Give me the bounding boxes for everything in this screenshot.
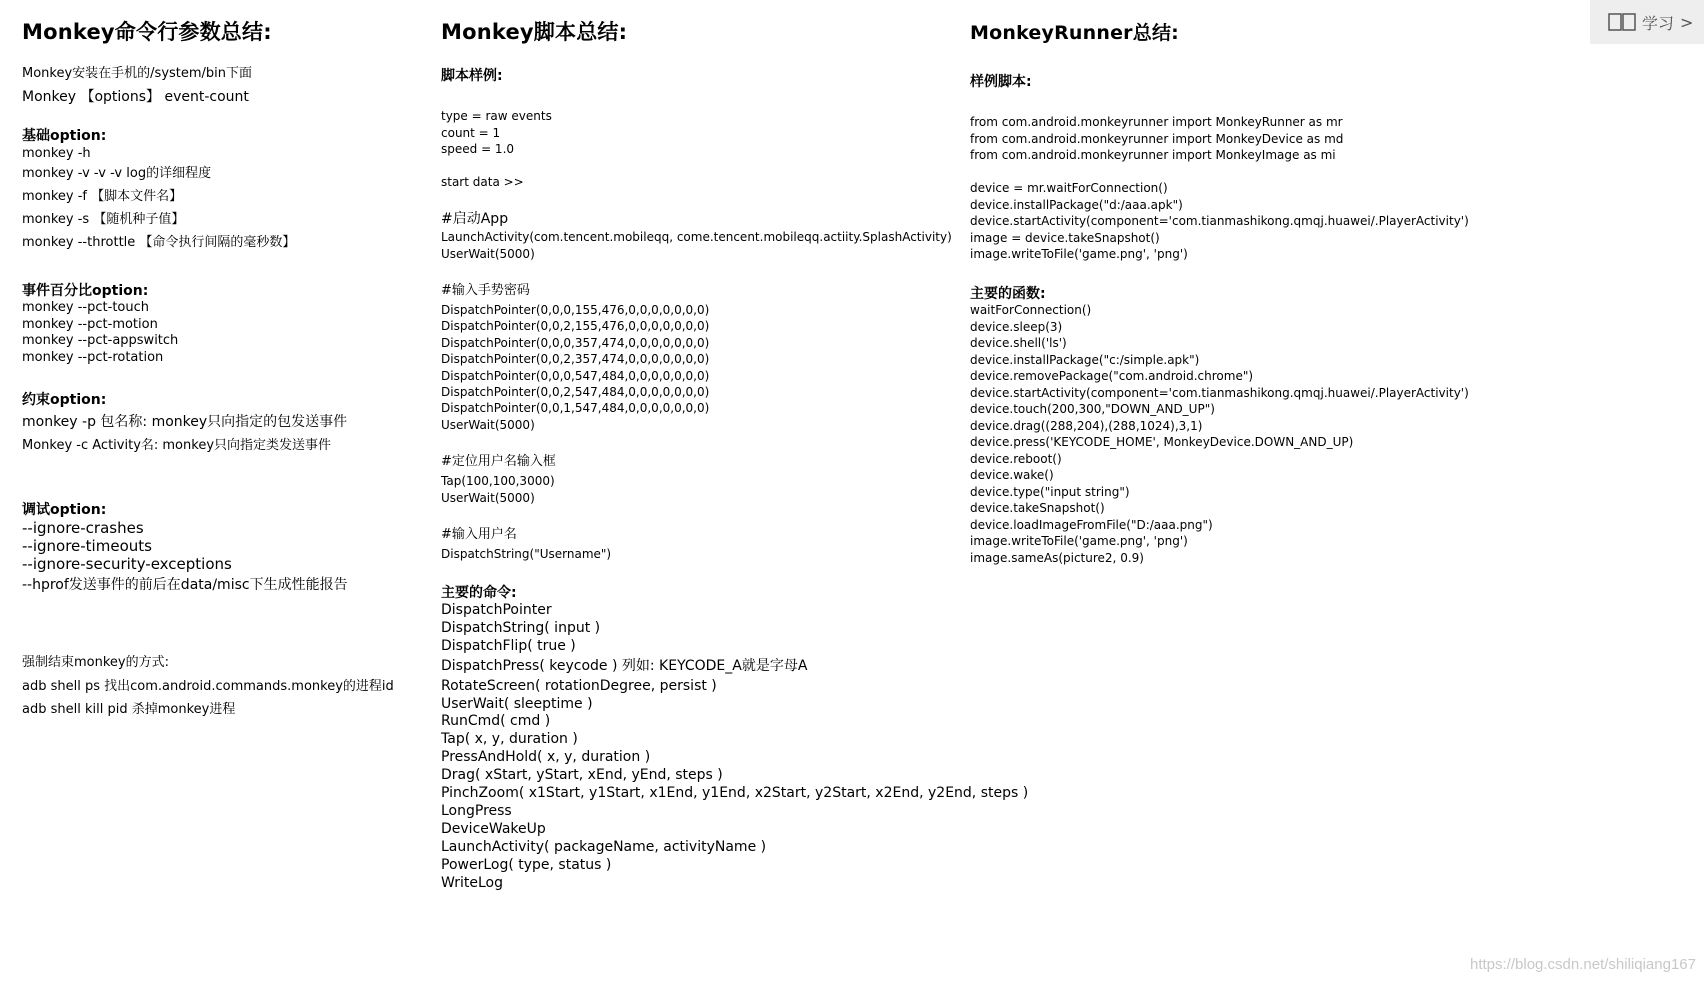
basic-option-line: monkey -f 【脚本文件名】 xyxy=(22,189,183,204)
command-item: DispatchFlip( true ) xyxy=(441,637,576,654)
book-icon xyxy=(1608,12,1636,32)
command-item: Drag( xStart, yStart, xEnd, yEnd, steps ) xyxy=(441,767,723,784)
debug-option-line: --ignore-security-exceptions xyxy=(22,555,232,573)
code-line: Tap(100,100,3000) xyxy=(441,474,555,488)
debug-option-line: --ignore-crashes xyxy=(22,519,144,537)
command-item: RunCmd( cmd ) xyxy=(441,713,551,730)
command-item: UserWait( sleeptime ) xyxy=(441,695,593,712)
command-item: DispatchPointer xyxy=(441,602,552,618)
basic-option-line: monkey --throttle 【命令执行间隔的毫秒数】 xyxy=(22,235,296,250)
function-item: device.drag((288,204),(288,1024),3,1) xyxy=(970,418,1203,433)
function-item: device.takeSnapshot() xyxy=(970,501,1105,515)
code-line: DispatchPointer(0,0,2,547,484,0,0,0,0,0,0,0) xyxy=(441,385,710,400)
locate-block xyxy=(441,473,555,506)
debug-option-line: --hprof发送事件的前后在data/misc下生成性能报告 xyxy=(22,577,348,593)
function-item: waitForConnection() xyxy=(970,303,1092,317)
function-item: device.type("input string") xyxy=(970,484,1130,499)
function-item: device.shell('ls') xyxy=(970,336,1067,350)
code-line: UserWait(5000) xyxy=(441,490,535,505)
constraint-option-line: monkey -p 包名称: monkey只向指定的包发送事件 xyxy=(22,414,348,430)
study-button[interactable] xyxy=(1590,0,1704,44)
code-line: from com.android.monkeyrunner import MonkeyImage as mi xyxy=(970,148,1336,162)
function-item: device.removePackage("com.android.chrome") xyxy=(970,369,1254,383)
study-label: 学习 xyxy=(1642,13,1675,33)
function-item: image.writeToFile('game.png', 'png') xyxy=(970,534,1188,548)
code-line: device.installPackage("d:/aaa.apk") xyxy=(970,197,1183,212)
locate-comment: #定位用户名输入框 xyxy=(441,454,556,469)
basic-option-line: monkey -v -v -v log的详细程度 xyxy=(22,166,212,181)
function-item: device.installPackage("c:/simple.apk") xyxy=(970,352,1200,367)
code-line: image = device.takeSnapshot() xyxy=(970,230,1160,245)
function-item: device.reboot() xyxy=(970,451,1062,466)
debug-option-line: --ignore-timeouts xyxy=(22,537,152,555)
code-line: LaunchActivity(com.tencent.mobileqq, come.tencent.mobileqq.actiity.SplashActivity) xyxy=(441,230,952,244)
gesture-comment: #输入手势密码 xyxy=(441,283,530,298)
command-item: PressAndHold( x, y, duration ) xyxy=(441,749,651,766)
code-line: image.writeToFile('game.png', 'png') xyxy=(970,247,1188,262)
kill-heading: 强制结束monkey的方式: xyxy=(22,655,169,670)
basic-option-line: monkey -h xyxy=(22,146,91,161)
code-line: DispatchPointer(0,0,1,547,484,0,0,0,0,0,0,0) xyxy=(441,401,710,416)
sample-script-heading: 样例脚本: xyxy=(970,74,1032,90)
function-item: device.wake() xyxy=(970,468,1054,482)
code-line: DispatchPointer(0,0,0,155,476,0,0,0,0,0,0,0) xyxy=(441,303,710,317)
command-item: DeviceWakeUp xyxy=(441,820,546,837)
constraint-option-heading: 约束option: xyxy=(22,392,107,408)
pct-option-line: monkey --pct-motion xyxy=(22,317,158,332)
code-line: DispatchString("Username") xyxy=(441,547,612,561)
intro-line-2: Monkey 【options】 event-count xyxy=(22,89,249,105)
code-line: device.startActivity(component='com.tianmashikong.qmqj.huawei/.PlayerActivity') xyxy=(970,214,1469,229)
functions-heading: 主要的函数: xyxy=(970,286,1046,302)
command-item: WriteLog xyxy=(441,874,503,891)
code-line: count = 1 xyxy=(441,125,501,140)
code-line: speed = 1.0 xyxy=(441,142,515,156)
function-item: device.startActivity(component='com.tianmashikong.qmqj.huawei/.PlayerActivity') xyxy=(970,385,1469,400)
middle-title: Monkey脚本总结: xyxy=(441,20,628,44)
chevron-right-icon: > xyxy=(1680,12,1694,32)
code-line: device = mr.waitForConnection() xyxy=(970,181,1168,195)
pct-option-line: monkey --pct-touch xyxy=(22,300,149,315)
code-line: type = raw events xyxy=(441,109,552,123)
kill-line: adb shell kill pid 杀掉monkey进程 xyxy=(22,702,236,717)
command-item: DispatchString( input ) xyxy=(441,619,601,636)
commands-list xyxy=(441,602,1028,893)
pct-option-line: monkey --pct-rotation xyxy=(22,350,164,365)
constraint-option-line: Monkey -c Activity名: monkey只向指定类发送事件 xyxy=(22,438,332,453)
command-item: DispatchPress( keycode ) 列如: KEYCODE_A就是字母A xyxy=(441,657,808,674)
code-line: DispatchPointer(0,0,0,547,484,0,0,0,0,0,0,0) xyxy=(441,368,710,383)
basic-option-heading: 基础option: xyxy=(22,128,107,144)
code-line: UserWait(5000) xyxy=(441,417,535,432)
command-item: LongPress xyxy=(441,802,512,819)
code-line: DispatchPointer(0,0,0,357,474,0,0,0,0,0,0,0) xyxy=(441,335,710,350)
kill-line: adb shell ps 找出com.android.commands.monkey的进程id xyxy=(22,679,394,694)
watermark: https://blog.csdn.net/shiliqiang167 xyxy=(1470,956,1696,973)
start-app-comment: #启动App xyxy=(441,211,509,227)
right-title: MonkeyRunner总结: xyxy=(970,22,1179,44)
left-title: Monkey命令行参数总结: xyxy=(22,20,272,44)
code-line: from com.android.monkeyrunner import MonkeyRunner as mr xyxy=(970,115,1343,129)
code-line: from com.android.monkeyrunner import MonkeyDevice as md xyxy=(970,131,1344,146)
code-line: DispatchPointer(0,0,2,357,474,0,0,0,0,0,0,0) xyxy=(441,352,710,367)
script-block xyxy=(970,180,1469,263)
command-item: PinchZoom( x1Start, y1Start, x1End, y1End, x2Start, y2Start, x2End, y2End, steps ) xyxy=(441,785,1029,802)
code-line: DispatchPointer(0,0,2,155,476,0,0,0,0,0,0,0) xyxy=(441,319,710,334)
functions-list xyxy=(970,302,1469,566)
code-line: UserWait(5000) xyxy=(441,246,535,261)
function-item: device.touch(200,300,"DOWN_AND_UP") xyxy=(970,402,1215,416)
username-comment: #输入用户名 xyxy=(441,527,517,542)
commands-heading: 主要的命令: xyxy=(441,585,517,601)
pct-option-heading: 事件百分比option: xyxy=(22,283,149,299)
start-app-block xyxy=(441,229,952,262)
command-item: RotateScreen( rotationDegree, persist ) xyxy=(441,677,717,694)
function-item: device.sleep(3) xyxy=(970,319,1063,334)
command-item: PowerLog( type, status ) xyxy=(441,856,612,873)
start-data-line: start data >> xyxy=(441,175,524,189)
script-sample-heading: 脚本样例: xyxy=(441,68,503,84)
intro-line-1: Monkey安装在手机的/system/bin下面 xyxy=(22,66,253,81)
gesture-block xyxy=(441,302,709,433)
function-item: device.loadImageFromFile("D:/aaa.png") xyxy=(970,517,1213,532)
script-header-block xyxy=(441,108,552,158)
debug-option-heading: 调试option: xyxy=(22,502,107,518)
function-item: image.sameAs(picture2, 0.9) xyxy=(970,550,1144,565)
pct-option-line: monkey --pct-appswitch xyxy=(22,333,179,348)
command-item: LaunchActivity( packageName, activityName ) xyxy=(441,838,767,855)
function-item: device.press('KEYCODE_HOME', MonkeyDevice.DOWN_AND_UP) xyxy=(970,435,1354,449)
imports-block xyxy=(970,114,1343,164)
command-item: Tap( x, y, duration ) xyxy=(441,731,578,748)
basic-option-line: monkey -s 【随机种子值】 xyxy=(22,212,185,227)
